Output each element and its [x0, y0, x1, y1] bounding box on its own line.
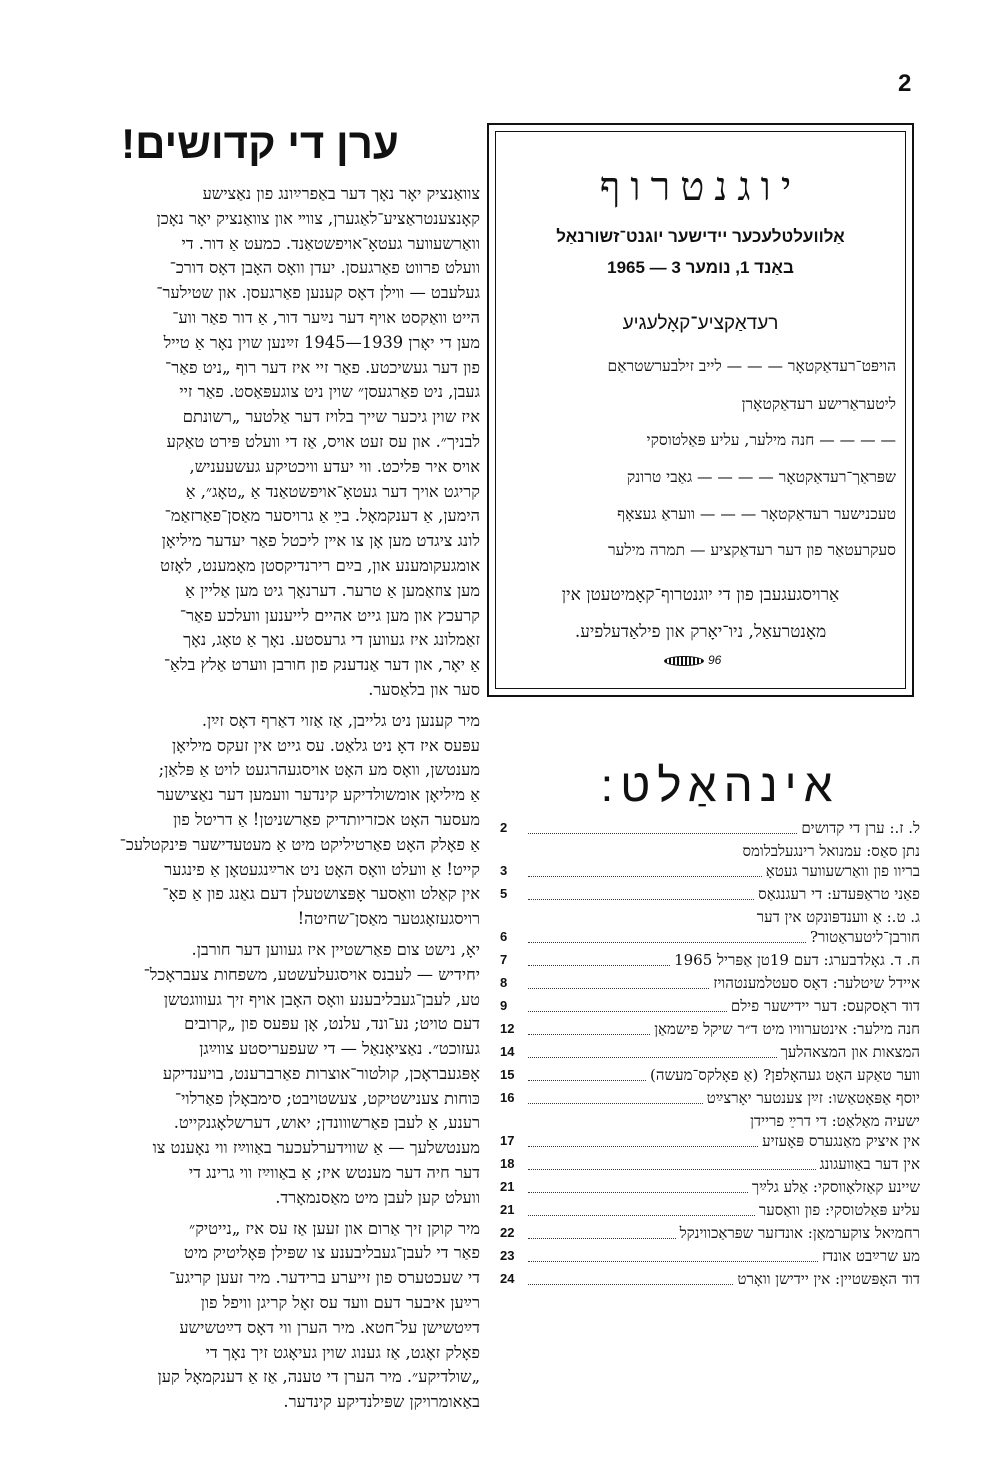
- toc-page-number: 21: [500, 1179, 515, 1194]
- table-of-contents: [500, 818, 920, 1292]
- article-line: צוואַנציק יאָר נאָך דער באַפרײַונג פון נאַצישע: [202, 184, 480, 203]
- toc-title: אינהאַלט:: [600, 759, 840, 811]
- article-line: אַ מיליאָן אומשולדיקע קינדער וועמען דער נאַצישער: [157, 785, 480, 805]
- board-line: שפּראַך־רעדאַקטאָר — — — — גאַבי טרונק: [626, 468, 896, 486]
- article-line: איז שוין גיכער שייך בלויז דער אַלטער „רשונתם: [182, 407, 480, 427]
- toc-page-number: 18: [500, 1156, 515, 1171]
- article-line: וואַרשעווער געטאָ־אויפשטאַנד. כמעט אַ דור. די: [181, 233, 480, 253]
- toc-entry: [500, 1269, 920, 1289]
- article-line: קריגט אויך דער געטאָ־אויפשטאַנד אַ „טאָג״, אַ: [185, 481, 480, 501]
- toc-page-number: 21: [500, 1202, 515, 1217]
- toc-entry-title: מע שרײַבט אונדז: [822, 1247, 920, 1265]
- toc-page-number: 24: [500, 1271, 515, 1286]
- article-line: פאָלק זאָגט, אַז גענוג שוין געיאָגט זיך נאָך די: [205, 1342, 480, 1362]
- article-line: דעם טויט; נע־ונד, עלנט, אָן עפּעס פון „קרובים: [184, 1014, 480, 1034]
- article-line: מעסער האָט אכזריותדיק פאַרשניטן! אַ דריטל פון: [173, 809, 480, 829]
- toc-entry-title: חנה מילער: אינטערוויו מיט ד״ר שיקל פישמאַן: [654, 1020, 920, 1038]
- article-line: כּוחות צענישטיקט, צעשטויבט; סימבאָלן פאַרלוי־: [174, 1088, 480, 1108]
- article-line: לבניך״. און עס זעט אויס, אַז די וועלט פּירט טאַקע: [166, 431, 480, 451]
- toc-leader-dots: [528, 1079, 646, 1081]
- toc-entry-title: פאַני טראַפּעדע: די רעגנגאַס: [758, 885, 920, 903]
- toc-page-number: 8: [500, 975, 508, 990]
- article-line: מיר קענען ניט גלייבן, אַז אַזוי דאַרף דאָס זײַן.: [201, 710, 480, 730]
- toc-entry: [500, 973, 920, 993]
- article-line: געלעבט — ווילן דאָס קענען פאַרגעסן. און שטילער־: [156, 283, 480, 303]
- toc-leader-dots: [528, 1102, 703, 1104]
- toc-entry: [500, 1246, 920, 1266]
- article-line: סער און בלאַסער.: [368, 679, 480, 699]
- article-line: געבן, ניט פאַרגעסן״ שוין ניט צוגעפּאַסט. פאַר זיי: [179, 382, 480, 402]
- article-body: [40, 182, 480, 1415]
- article-line: הייט וואַקסט אויף דער נײַער דור, אַ דור פאַר ווע־: [172, 307, 480, 327]
- article-line: רענע, אַ לעבן פאַרשווונדן; יאוש, דערשלאָגנקייט.: [173, 1113, 480, 1133]
- page-number: 2: [898, 70, 912, 97]
- toc-entry: [500, 1019, 920, 1039]
- article-line: דײַטשישן על־חטא. מיר הערן ווי דאָס דײַטשישע: [179, 1317, 480, 1337]
- toc-page-number: 7: [500, 952, 508, 967]
- toc-entry: [500, 996, 920, 1016]
- toc-leader-dots: [528, 1191, 748, 1193]
- article-line: דער חיה דער מענטש איז; אַ באַווײַז ווי גרינג די: [188, 1163, 480, 1183]
- toc-entry: [500, 884, 920, 904]
- toc-page-number: 6: [500, 929, 508, 944]
- toc-entry: [500, 1111, 920, 1151]
- toc-entry-title: רחמיאל צוקערמאַן: אונדזער שפּראַכווינקל: [679, 1224, 920, 1242]
- toc-leader-dots: [528, 898, 754, 900]
- article-line: יאָ, נישט צום פאַרשטיין איז געווען דער חורבן.: [191, 939, 480, 959]
- toc-leader-dots: [528, 964, 670, 966]
- article-line: לונג ציגדט מען אָן צו אײן ליכטל פאַר יעדער מיליאָן: [161, 531, 480, 551]
- article-line: וועלט פרווט פאַרגעסן. יעדן וואָס האָבן דאָס דורכ־: [169, 258, 480, 278]
- toc-entry-title: איידל שיטלער: דאָס סעטלמענטהויז: [713, 974, 920, 992]
- issue-info: באַנד 1, נומער 3 — 1965: [607, 258, 794, 277]
- toc-page-number: 16: [500, 1090, 515, 1105]
- toc-leader-dots: [528, 941, 806, 943]
- toc-page-number: 23: [500, 1248, 515, 1263]
- article-paragraph: [40, 709, 480, 932]
- article-line: אַ יאָר, און דער אַנדענק פון חורבן ווערט אַלץ בלאַ־: [163, 655, 480, 675]
- toc-entry-title: בריוו פון וואַרשעווער געטאָ: [765, 862, 920, 880]
- editorial-board-heading: רעדאַקציע־קאָלעגיע: [622, 313, 779, 334]
- article-line: קרעכץ און מען גייט אהיים לייענען וועלכע פאַר־: [179, 605, 480, 625]
- toc-entry-author-line: ג. ט.: אַ ווענדפּונקט אין דער: [756, 908, 920, 926]
- article-line: פאַר די לעבן־געבליבענע צו שפּילן פּאָליטיק מיט: [184, 1243, 480, 1263]
- toc-leader-dots: [528, 1260, 818, 1262]
- toc-entry-title: דוד ראָסקעס: דער יידישער פילם: [730, 997, 920, 1015]
- article-line: אָפּגעבראָכן, קולטור־אוצרות פאַרברענט, בויענדיקע: [162, 1063, 480, 1083]
- article-line: אין קאַלט וואַסער אָפּצושטעלן דעם גאַנג פון אַ פאָ־: [162, 884, 480, 904]
- toc-entry-title: דוד האָפּשטיין: אין יידישן וואָרט: [737, 1270, 920, 1288]
- ornament-number: 96: [708, 653, 722, 667]
- article-line: זאַמלונג איז געווען די גרעסטע. נאָך אַ טאָג, נאָך: [183, 630, 480, 650]
- article-line: יחידיש — לעבנס אויסגעלעשטע, משפחות צעבראָכל־: [143, 964, 480, 984]
- toc-leader-dots: [528, 1010, 727, 1012]
- toc-entry-title: שיינע קאַזלאָווסקי: אַלע גלײַך: [751, 1178, 920, 1196]
- article-line: עפּעס איז דאָ ניט גלאַט. עס גייט אין זעקס מיליאָן: [171, 735, 480, 755]
- article-line: „שולדיקע״. מיר הערן די טענה, אַז אַ דענקמאָל קען: [157, 1367, 480, 1387]
- toc-page-number: 12: [500, 1021, 515, 1036]
- article-title: ערן די קדושים!: [121, 120, 399, 167]
- toc-entry: [500, 1177, 920, 1197]
- publisher-line: מאָנטרעאַל, ניו־יאָרק און פילאַדעלפיע.: [574, 622, 827, 642]
- toc-entry-title: יוסף אַפּאָטאַשו: זײַן צענטער יאָרצײַט: [706, 1089, 920, 1107]
- toc-entry: [500, 1042, 920, 1062]
- ornament-swirl-icon: [664, 656, 704, 666]
- toc-entry-title: אין איציק מאַנגערס פּאָעזיע: [762, 1132, 920, 1150]
- toc-entry: [500, 1200, 920, 1220]
- toc-entry-title: המצאות און המצאהלעך: [780, 1043, 920, 1061]
- toc-leader-dots: [528, 1056, 777, 1058]
- board-line: הויפּט־רעדאַקטאָר — — — לייב זילבערשטראַם: [607, 357, 896, 375]
- toc-leader-dots: [528, 1237, 676, 1239]
- toc-leader-dots: [528, 1033, 650, 1035]
- toc-entry-title: ל. ז.: ערן די קדושים: [801, 819, 920, 837]
- toc-page-number: 14: [500, 1044, 515, 1059]
- article-line: אַ פאָלק האָט פאַרטיליקט מיט אַ מעטעדישער פּינקטלעכ־: [119, 834, 480, 854]
- toc-entry-title: ווער טאַקע האָט געהאָלפן? (אַ פאָלקס־מעשה): [650, 1066, 920, 1084]
- toc-leader-dots: [528, 832, 797, 834]
- ornament: [664, 653, 721, 667]
- magazine-subtitle: אַלוועלטלעכער יידישער יוגנט־זשורנאַל: [556, 227, 845, 246]
- toc-entry-title: חורבן־ליטעראַטור?: [809, 928, 920, 946]
- board-line: סעקרעטאַר פון דער רעדאַקציע — תמרה מילער: [608, 541, 896, 559]
- toc-page-number: 22: [500, 1225, 515, 1240]
- article-line: אויס איר פּליכט. ווי יעדע וויכטיקע געשעעניש,: [189, 456, 480, 476]
- board-line: טעכנישער רעדאַקטאָר — — — וועראַ געצאָף: [617, 505, 896, 523]
- toc-entry: [500, 1088, 920, 1108]
- toc-entry-title: ח. ד. גאָלדבערג: דעם 19טן אַפּריל 1965: [674, 951, 920, 969]
- article-paragraph: [40, 182, 480, 703]
- article-line: קייט! אַ וועלט וואָס האָט ניט ארײַנגעטאָן אַ פינגער: [164, 859, 480, 879]
- toc-entry: [500, 950, 920, 970]
- toc-page-number: 9: [500, 998, 508, 1013]
- toc-leader-dots: [528, 1168, 816, 1170]
- toc-entry-title: אין דער באַוועגונג: [819, 1155, 920, 1173]
- toc-entry: [500, 1154, 920, 1174]
- toc-page-number: 5: [500, 886, 508, 901]
- article-line: מענטשלעך — אַ שווידערלעכער באַווײַז ווי נאָענט צו: [152, 1138, 480, 1158]
- article-line: די שעכטערס פון זייערע ברידער. מיר זעען קריגע־: [169, 1268, 480, 1288]
- article-line: וועלט קען לעבן מיט מאַסנמאָרד.: [275, 1187, 480, 1207]
- article-line: געזוכט״. נאַציאָנאַל — די שעפעריסטע צווײַגן: [199, 1039, 480, 1059]
- toc-entry: [500, 1065, 920, 1085]
- toc-entry: [500, 818, 920, 838]
- board-line: ליטעראַרישע רעדאַקטאָרן: [741, 395, 896, 413]
- article-line: קאָנצענטראַציע־לאַגערן, צווײ און צוואַנציק יאָר נאָכן: [156, 208, 480, 228]
- article-line: הימען, אַ דענקמאָל. בײַ אַ גרויסער מאַסן־פאַרזאַמ־: [164, 506, 480, 526]
- article-paragraph: [40, 1217, 480, 1415]
- toc-page-number: 15: [500, 1067, 515, 1082]
- article-line: טע, לעבן־געבליבענע וואָס האָבן אויף זיך געוווגטשן: [163, 989, 480, 1009]
- board-line: — — — — חנה מילער, עליע פּאַלטוסקי: [646, 431, 896, 449]
- magazine-title: יוגנטרוף: [599, 164, 802, 209]
- toc-entry-author-line: נתן סאַס: עמנואל רינגעלבלומס: [742, 842, 920, 860]
- toc-leader-dots: [528, 987, 709, 989]
- article-line: רײַען איבער דעם וועד עס זאָל קריגן וויפל פון: [200, 1293, 480, 1313]
- article-line: מען צוזאַמען אַ טרער. דערנאָך גיט מען אַליין אַ: [185, 580, 480, 600]
- toc-page-number: 2: [500, 820, 508, 835]
- article-line: באַאומרויקן שפּילנדיקע קינדער.: [283, 1392, 480, 1412]
- toc-entry: [500, 907, 920, 947]
- toc-entry: [500, 1223, 920, 1243]
- article-line: מיר קוקן זיך אַרום און זעען אַז עס איז „נייטיק״: [189, 1218, 480, 1238]
- article-line: מענטשן, וואָס מע האָט אויסגעהרגעט לויט אַ פּלאַן;: [158, 760, 480, 780]
- toc-leader-dots: [528, 1214, 755, 1216]
- article-line: מען די יאָרן 1939—1945 זײַנען שוין נאָר אַ טייל: [163, 332, 480, 352]
- publisher-line: אַרויסגעגעבן פון די יוגנטרוף־קאָמיטעטן אין: [561, 585, 840, 605]
- toc-page-number: 17: [500, 1133, 515, 1148]
- toc-entry-author-line: ישעיה מאַלאַט: די דרײַ פריידן: [750, 1112, 920, 1130]
- article-paragraph: [40, 938, 480, 1211]
- article-line: אומגעקומענע און, בײַם רירנדיקסטן מאָמענט, לאָזט: [160, 555, 480, 575]
- toc-page-number: 3: [500, 863, 508, 878]
- toc-entry: [500, 841, 920, 881]
- masthead-box: [487, 123, 914, 697]
- toc-entry-title: עליע פּאַלטוסקי: פון וואַסער: [758, 1201, 920, 1219]
- toc-leader-dots: [528, 1283, 733, 1285]
- article-line: רויסגעזאָגטער מאַסן־שחיטה!: [297, 909, 480, 929]
- toc-leader-dots: [528, 875, 762, 877]
- article-line: פון דער געשיכטע. פאַר זיי איז דער רוף „ניט פאַר־: [165, 357, 480, 377]
- article: [40, 120, 480, 1421]
- toc-leader-dots: [528, 1145, 758, 1147]
